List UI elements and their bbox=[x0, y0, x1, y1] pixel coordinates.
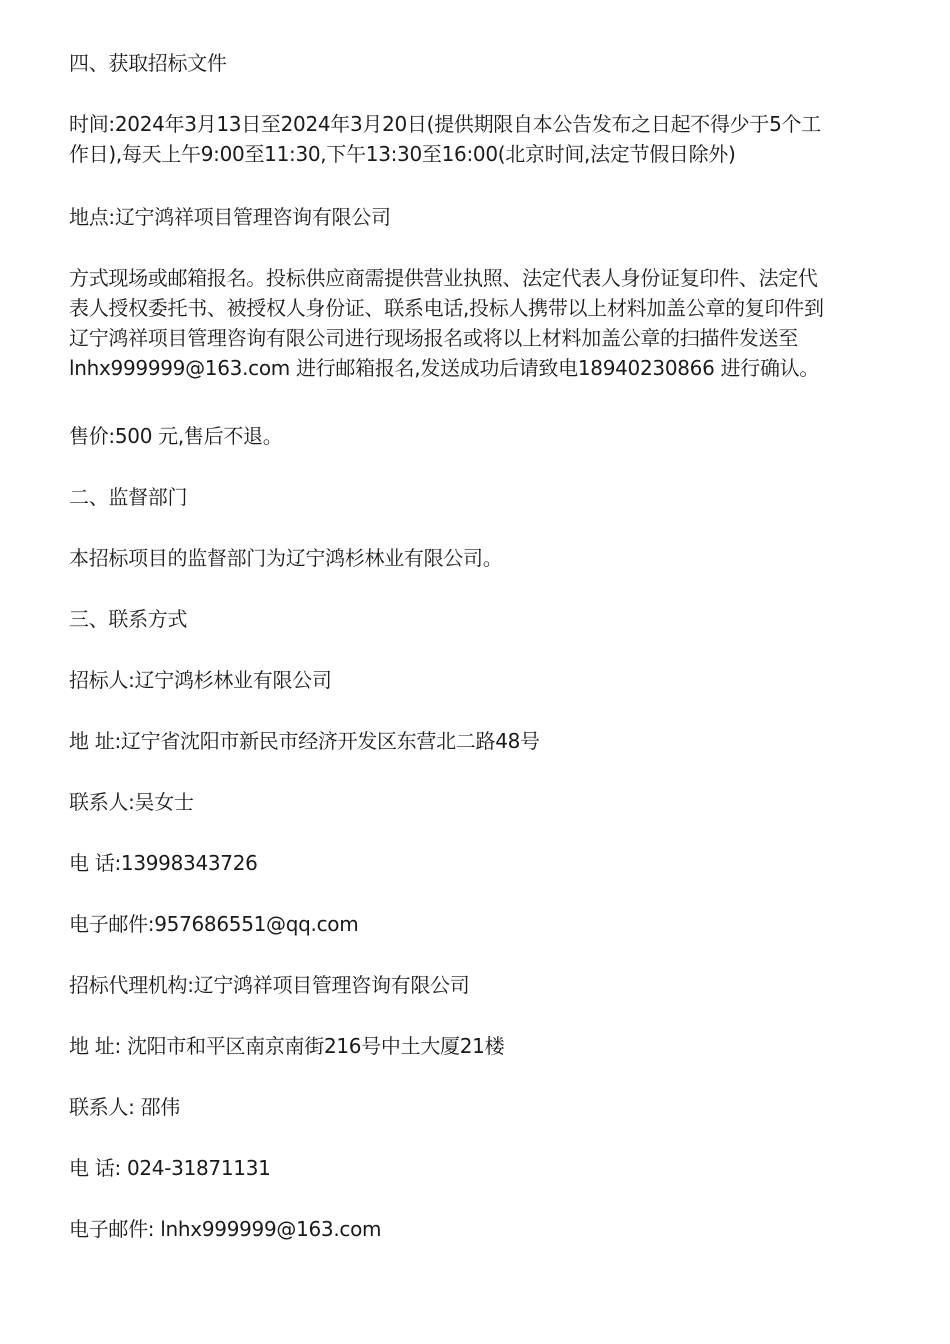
method-paragraph bbox=[69, 263, 884, 383]
time-paragraph bbox=[69, 109, 884, 169]
tenderer-phone: 电 话:13998343726 bbox=[69, 851, 258, 875]
tenderer-email: 电子邮件:957686551@qq.com bbox=[69, 912, 359, 936]
place-text: 地点:辽宁鸿祥项目管理咨询有限公司 bbox=[69, 205, 391, 229]
agency-email: 电子邮件: lnhx999999@163.com bbox=[69, 1217, 382, 1241]
time-line-2: 作日),每天上午9:00至11:30,下午13:30至16:00(北京时间,法定节假日除外) bbox=[69, 142, 736, 166]
tenderer-address: 地 址:辽宁省沈阳市新民市经济开发区东营北二路48号 bbox=[69, 729, 540, 753]
time-line-1: 时间:2024年3月13日至2024年3月20日(提供期限自本公告发布之日起不得少于5个工 bbox=[69, 112, 821, 136]
method-line-3: 辽宁鸿祥项目管理咨询有限公司进行现场报名或将以上材料加盖公章的扫描件发送至 bbox=[69, 326, 798, 350]
section-heading-contact: 三、联系方式 bbox=[69, 607, 188, 631]
section-heading-supervision: 二、监督部门 bbox=[69, 485, 188, 509]
agency-contact-person: 联系人: 邵伟 bbox=[69, 1095, 180, 1119]
tenderer-contact-person: 联系人:吴女士 bbox=[69, 790, 194, 814]
method-line-4: lnhx999999@163.com 进行邮箱报名,发送成功后请致电18940230866 进行确认。 bbox=[69, 356, 820, 380]
agency-address: 地 址: 沈阳市和平区南京南街216号中土大厦21楼 bbox=[69, 1034, 505, 1058]
tenderer-name: 招标人:辽宁鸿杉林业有限公司 bbox=[69, 668, 332, 692]
agency-name: 招标代理机构:辽宁鸿祥项目管理咨询有限公司 bbox=[69, 973, 470, 997]
supervision-text: 本招标项目的监督部门为辽宁鸿杉林业有限公司。 bbox=[69, 546, 503, 570]
price-text: 售价:500 元,售后不退。 bbox=[69, 424, 283, 448]
method-line-1: 方式现场或邮箱报名。投标供应商需提供营业执照、法定代表人身份证复印件、法定代 bbox=[69, 266, 818, 290]
agency-phone: 电 话: 024-31871131 bbox=[69, 1156, 271, 1180]
method-line-2: 表人授权委托书、被授权人身份证、联系电话,投标人携带以上材料加盖公章的复印件到 bbox=[69, 296, 824, 320]
section-heading-get-documents: 四、获取招标文件 bbox=[69, 51, 227, 75]
